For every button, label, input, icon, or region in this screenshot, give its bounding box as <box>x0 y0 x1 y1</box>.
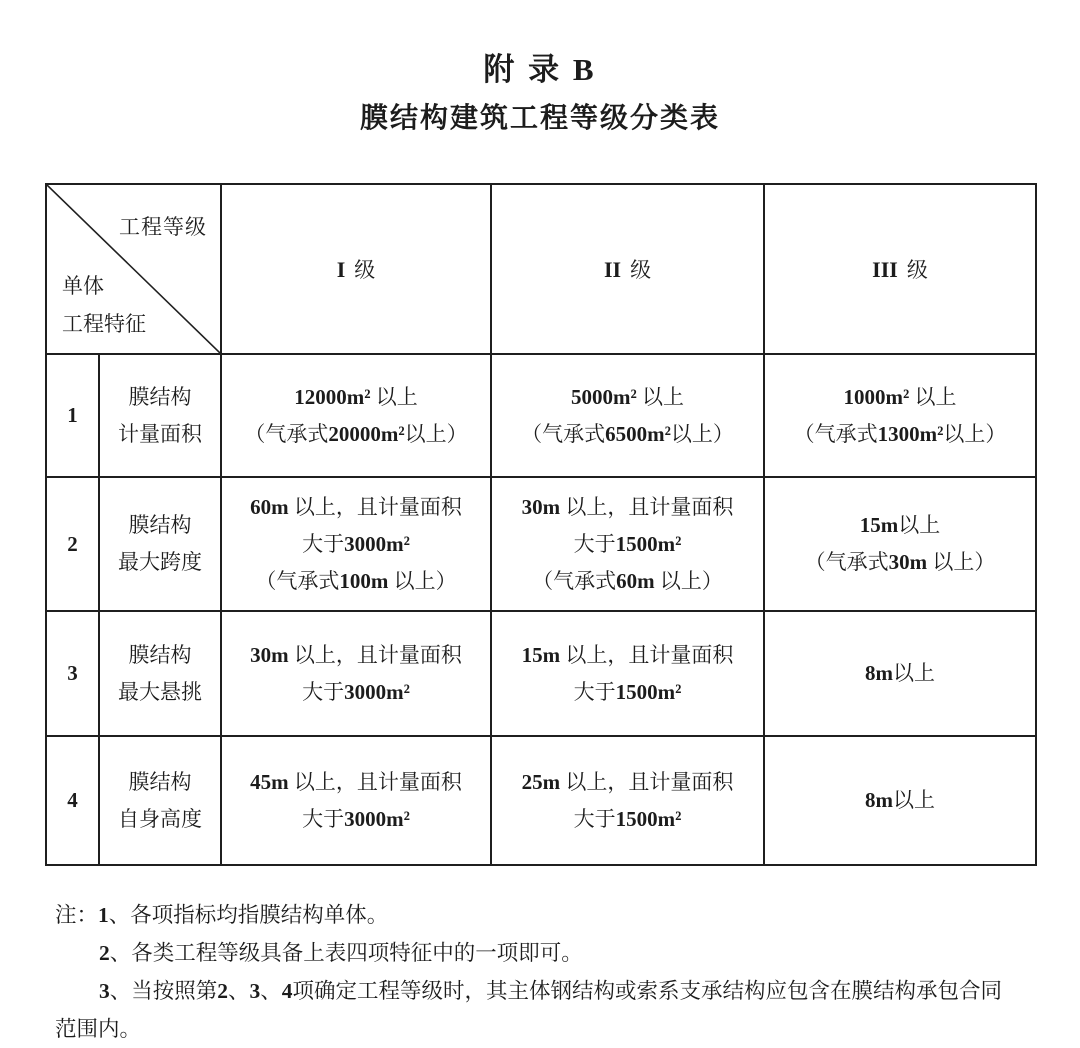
row-1-grade-3-cell: 1000m² 以上 （气承式1300m²以上） <box>764 354 1036 477</box>
row-3-grade-1-cell: 30m 以上，且计量面积 大于3000m² <box>221 611 491 736</box>
corner-label-grade: 工程等级 <box>119 215 207 239</box>
table-row-2 <box>46 477 1036 611</box>
row-4-grade-3-cell: 8m以上 <box>764 736 1036 865</box>
table-row-4 <box>46 736 1036 865</box>
row-3-grade-3-cell: 8m以上 <box>764 611 1036 736</box>
row-2-grade-1-cell: 60m 以上，且计量面积 大于3000m² （气承式100m 以上） <box>221 477 491 611</box>
note-item-1 <box>55 896 1005 934</box>
grade-1-suffix: 级 <box>354 258 376 282</box>
row-4-grade-2-cell: 25m 以上，且计量面积 大于1500m² <box>491 736 764 865</box>
row-1-number: 1 <box>46 354 99 477</box>
row-4-number: 4 <box>46 736 99 865</box>
grade-3-numeral: III <box>872 257 898 282</box>
column-header-grade-2 <box>491 184 764 354</box>
row-4-feature: 膜结构 自身高度 <box>99 736 221 865</box>
grade-2-numeral: II <box>603 257 622 282</box>
table-row-3 <box>46 611 1036 736</box>
table-title: 膜结构建筑工程等级分类表 <box>359 103 720 134</box>
column-header-grade-1 <box>221 184 491 354</box>
row-4-grade-1-cell: 45m 以上，且计量面积 大于3000m² <box>221 736 491 865</box>
grade-1-numeral: I <box>336 257 346 282</box>
grade-3-suffix: 级 <box>906 258 928 282</box>
corner-label-feature: 单体 工程特征 <box>62 274 146 336</box>
notes-prefix: 注： <box>55 903 99 927</box>
row-2-feature: 膜结构 最大跨度 <box>99 477 221 611</box>
row-2-grade-3-cell: 15m以上 （气承式30m 以上） <box>764 477 1036 611</box>
table-row-1 <box>46 354 1036 477</box>
footnotes-block <box>55 896 1005 1048</box>
row-1-grade-2-cell: 5000m² 以上 （气承式6500m²以上） <box>491 354 764 477</box>
header-row <box>46 184 1036 354</box>
note-item-2 <box>55 934 1005 972</box>
row-2-grade-2-cell: 30m 以上，且计量面积 大于1500m² （气承式60m 以上） <box>491 477 764 611</box>
row-3-number: 3 <box>46 611 99 736</box>
note-item-3 <box>55 972 1005 1048</box>
row-2-number: 2 <box>46 477 99 611</box>
row-1-feature: 膜结构 计量面积 <box>99 354 221 477</box>
corner-cell <box>46 184 221 354</box>
column-header-grade-3 <box>764 184 1036 354</box>
appendix-title: 附 录 B <box>483 52 597 87</box>
note-1-text: 1、各项指标均指膜结构单体。 <box>98 903 389 927</box>
classification-table <box>45 183 1037 866</box>
note-2-text: 2、各类工程等级具备上表四项特征中的一项即可。 <box>99 941 583 965</box>
page-title <box>0 44 1080 136</box>
row-1-grade-1-cell: 12000m² 以上 （气承式20000m²以上） <box>221 354 491 477</box>
row-3-feature: 膜结构 最大悬挑 <box>99 611 221 736</box>
grade-2-suffix: 级 <box>630 258 652 282</box>
row-3-grade-2-cell: 15m 以上，且计量面积 大于1500m² <box>491 611 764 736</box>
note-3-text: 3、当按照第2、3、4项确定工程等级时，其主体钢结构或索系支承结构应包含在膜结构承包合同范围内。 <box>55 979 1003 1041</box>
